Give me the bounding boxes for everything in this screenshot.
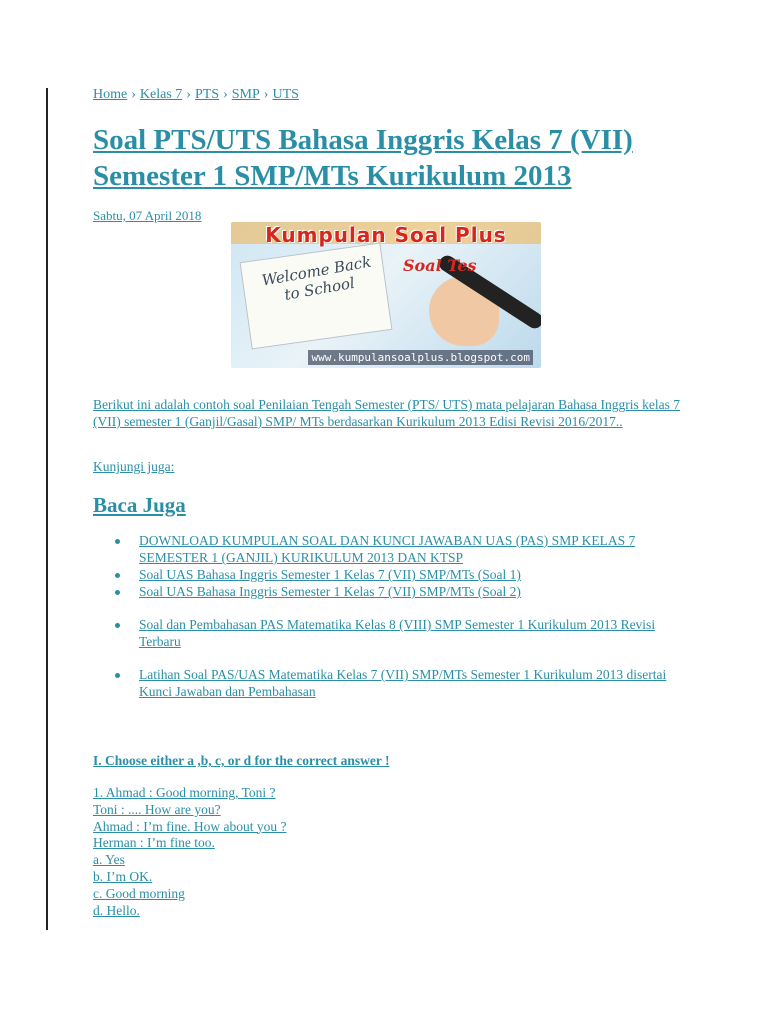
banner-notebook-text: Welcome Back to School — [260, 252, 373, 304]
question-line[interactable]: Herman : I’m fine too. — [93, 835, 215, 851]
question-line[interactable]: 1. Ahmad : Good morning, Toni ? — [93, 785, 276, 800]
article — [93, 86, 693, 919]
page-left-rule — [46, 88, 48, 930]
post-date[interactable]: Sabtu, 07 April 2018 — [93, 208, 202, 223]
related-link[interactable]: DOWNLOAD KUMPULAN SOAL DAN KUNCI JAWABAN UAS (PAS) SMP KELAS 7 SEMESTER 1 (GANJIL) KURIKULUM 2013 DAN KTSP — [115, 532, 693, 566]
question-1 — [93, 785, 693, 919]
breadcrumb-kelas7[interactable]: Kelas 7 — [139, 87, 183, 102]
answer-option[interactable]: c. Good morning — [93, 885, 185, 901]
bullet-icon — [115, 590, 120, 595]
related-link[interactable]: Latihan Soal PAS/UAS Matematika Kelas 7 (VII) SMP/MTs Semester 1 Kurikulum 2013 disertai Kunci Jawaban dan Pembahasan — [115, 666, 693, 700]
intro-paragraph[interactable]: Berikut ini adalah contoh soal Penilaian Tengah Semester (PTS/ UTS) mata pelajaran Bahasa Inggris kelas 7 (VII) semester 1 (Ganjil/Gasal) SMP/ MTs berdasarkan Kurikulum 2013 Edisi Revisi 2016/2017.. — [93, 397, 681, 429]
breadcrumb: Home › Kelas 7 › PTS › SMP › UTS — [93, 87, 299, 102]
related-link[interactable]: Soal UAS Bahasa Inggris Semester 1 Kelas 7 (VII) SMP/MTs (Soal 1) — [115, 566, 693, 583]
related-link[interactable]: Soal UAS Bahasa Inggris Semester 1 Kelas 7 (VII) SMP/MTs (Soal 2) — [115, 583, 693, 600]
bullet-icon — [115, 539, 120, 544]
visit-also[interactable]: Kunjungi juga: — [93, 459, 175, 474]
page-title[interactable]: Soal PTS/UTS Bahasa Inggris Kelas 7 (VII) Semester 1 SMP/MTs Kurikulum 2013 — [93, 124, 633, 192]
related-links — [93, 532, 693, 700]
question-line[interactable]: Ahmad : I’m fine. How about you ? — [93, 818, 287, 834]
breadcrumb-uts[interactable]: UTS — [272, 87, 299, 102]
answer-option[interactable]: a. Yes — [93, 852, 125, 868]
breadcrumb-pts[interactable]: PTS — [194, 87, 220, 102]
baca-juga-heading[interactable]: Baca Juga — [93, 493, 186, 517]
banner-tag: Soal Tes — [403, 256, 477, 275]
breadcrumb-home[interactable]: Home — [93, 87, 128, 102]
banner-image — [231, 222, 541, 368]
related-link[interactable]: Soal dan Pembahasan PAS Matematika Kelas 8 (VIII) SMP Semester 1 Kurikulum 2013 Revisi Terbaru — [115, 616, 693, 650]
bullet-icon — [115, 623, 120, 628]
answer-option[interactable]: d. Hello. — [93, 902, 140, 918]
banner-brand: Kumpulan Soal Plus — [265, 223, 507, 247]
banner-url: www.kumpulansoalplus.blogspot.com — [308, 350, 533, 365]
bullet-icon — [115, 673, 120, 678]
question-line[interactable]: Toni : .... How are you? — [93, 801, 221, 817]
section-heading[interactable]: I. Choose either a ,b, c, or d for the correct answer ! — [93, 753, 390, 768]
answer-option[interactable]: b. I’m OK. — [93, 868, 153, 884]
bullet-icon — [115, 573, 120, 578]
breadcrumb-smp[interactable]: SMP — [231, 87, 260, 102]
